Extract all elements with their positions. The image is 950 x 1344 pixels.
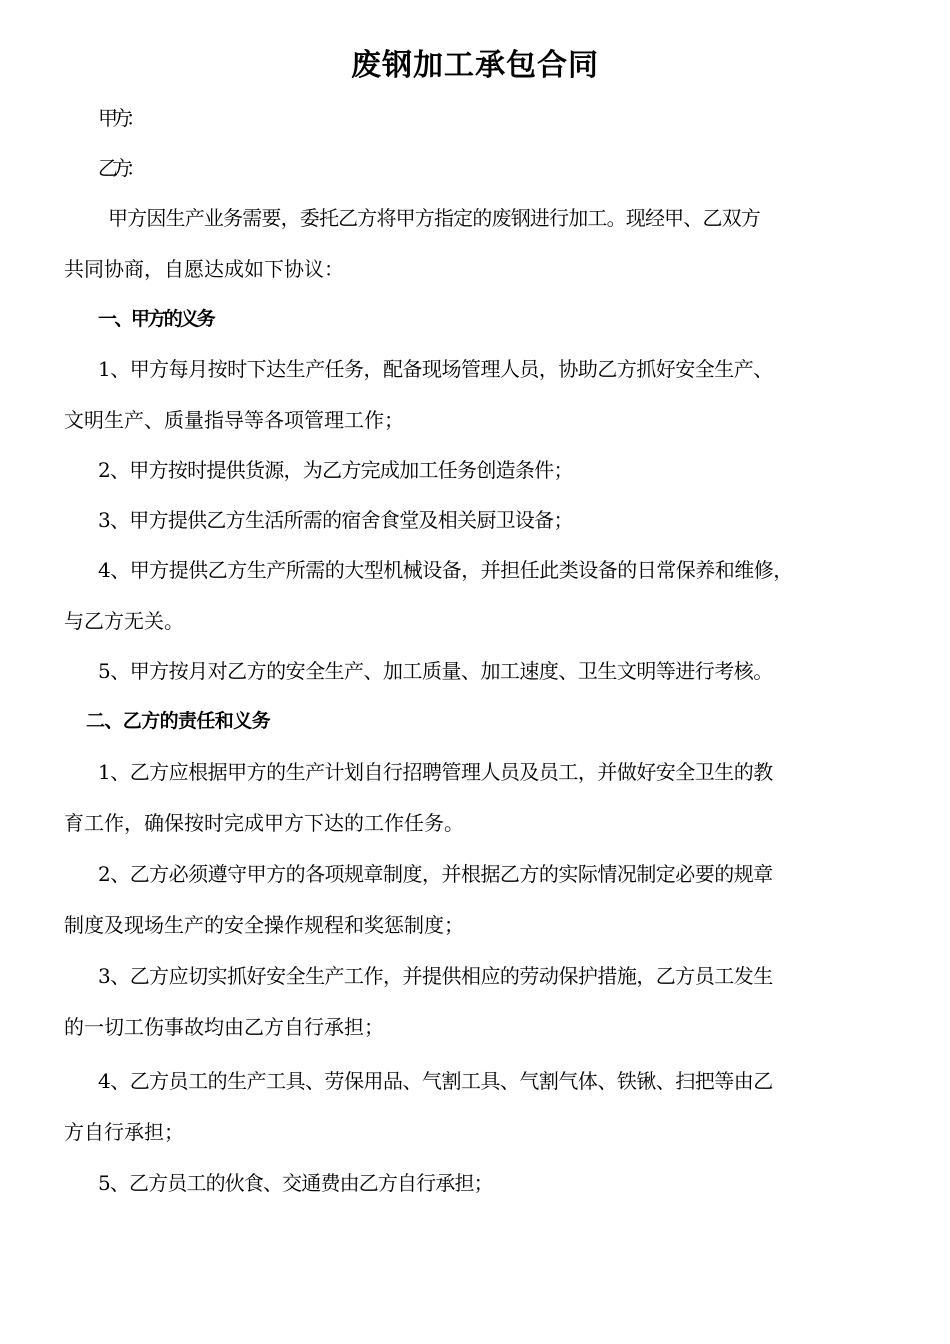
clause-line: 5、乙方员工的伙食、交通费由乙方自行承担； [98,1171,493,1195]
clause-line: 5、甲方按月对乙方的安全生产、加工质量、加工速度、卫生文明等进行考核。 [98,659,773,683]
document-title: 废钢加工承包合同 [351,48,599,83]
party-b-label: 乙方： [98,156,140,180]
section-heading-party-b-duties: 二、乙方的责任和义务 [86,710,271,732]
intro-line-1: 甲方因生产业务需要，委托乙方将甲方指定的废钢进行加工。现经甲、乙双方 [108,206,760,230]
clause-line: 3、甲方提供乙方生活所需的宿舍食堂及相关厨卫设备； [98,508,573,532]
clause-line: 4、甲方提供乙方生产所需的大型机械设备，并担任此类设备的日常保养和维修， [98,558,793,582]
clause-line: 1、甲方每月按时下达生产任务，配备现场管理人员，协助乙方抓好安全生产、 [98,357,773,381]
clause-line: 2、乙方必须遵守甲方的各项规章制度，并根据乙方的实际情况制定必要的规章 [98,862,773,886]
clause-line: 与乙方无关。 [64,609,184,633]
intro-line-2: 共同协商，自愿达成如下协议： [64,257,344,281]
clause-line: 制度及现场生产的安全操作规程和奖惩制度； [64,913,464,937]
clause-line: 的一切工伤事故均由乙方自行承担； [64,1015,384,1039]
clause-line: 1、乙方应根据甲方的生产计划自行招聘管理人员及员工，并做好安全卫生的教 [98,760,773,784]
clause-line: 方自行承担； [64,1120,184,1144]
section-heading-party-a-duties: 一、甲方的义务 [98,308,214,330]
clause-line: 2、甲方按时提供货源，为乙方完成加工任务创造条件； [98,458,573,482]
clause-line: 文明生产、质量指导等各项管理工作； [64,408,404,432]
party-a-label: 甲方： [98,106,140,130]
clause-line: 4、乙方员工的生产工具、劳保用品、气割工具、气割气体、铁锹、扫把等由乙 [98,1069,773,1093]
clause-line: 3、乙方应切实抓好安全生产工作，并提供相应的劳动保护措施，乙方员工发生 [98,964,773,988]
clause-line: 育工作，确保按时完成甲方下达的工作任务。 [64,811,464,835]
